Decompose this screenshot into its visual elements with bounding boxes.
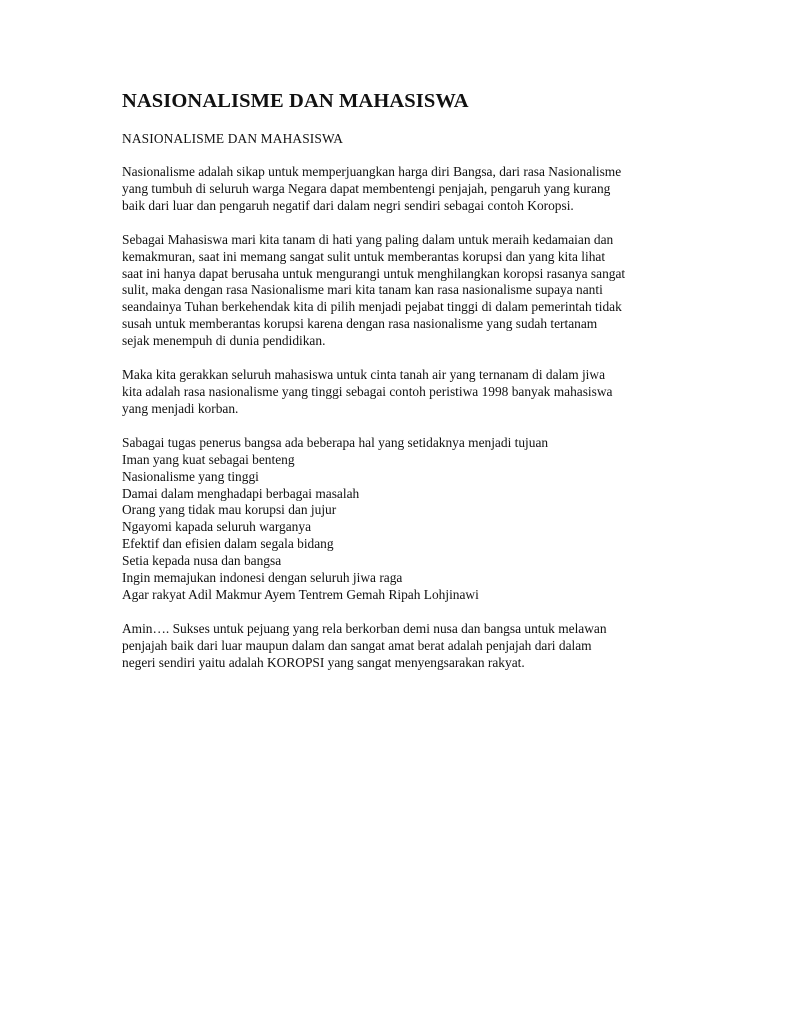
- list-item: Ngayomi kapada seluruh warganya: [122, 519, 312, 535]
- list-item: Damai dalam menghadapi berbagai masalah: [122, 485, 360, 501]
- document-page: [122, 88, 682, 672]
- list-item: Orang yang tidak mau korupsi dan jujur: [122, 502, 337, 518]
- list-item: Efektif dan efisien dalam segala bidang: [122, 536, 334, 552]
- duties-section: [122, 435, 682, 604]
- list-item: Setia kepada nusa dan bangsa: [122, 553, 282, 569]
- duties-intro: Sabagai tugas penerus bangsa ada beberapa hal yang setidaknya menjadi tujuan: [122, 434, 549, 450]
- duties-list: [122, 452, 682, 604]
- document-title: NASIONALISME DAN MAHASISWA: [122, 90, 469, 112]
- list-item: Ingin memajukan indonesi dengan seluruh jiwa raga: [122, 570, 403, 586]
- list-item: Agar rakyat Adil Makmur Ayem Tentrem Gemah Ripah Lohjinawi: [122, 586, 479, 602]
- document-subtitle: NASIONALISME DAN MAHASISWA: [122, 131, 344, 146]
- list-item: Iman yang kuat sebagai benteng: [122, 451, 295, 467]
- list-item: Nasionalisme yang tinggi: [122, 468, 259, 484]
- paragraph-movement: Maka kita gerakkan seluruh mahasiswa untuk cinta tanah air yang ternanam di dalam jiwa kita adalah rasa nasionalisme yang tinggi sebagai contoh peristiwa 1998 banyak mahasiswa yang menjadi korban.: [122, 367, 613, 416]
- paragraph-definition: Nasionalisme adalah sikap untuk memperjuangkan harga diri Bangsa, dari rasa Nasionalisme yang tumbuh di seluruh warga Negara dapat membentengi penjajah, pengaruh yang kurang baik dari luar dan pengaruh negatif dari dalam negri sendiri sebagai contoh Koropsi.: [122, 164, 622, 213]
- paragraph-student-role: Sebagai Mahasiswa mari kita tanam di hati yang paling dalam untuk meraih kedamaian dan kemakmuran, saat ini memang sangat sulit untuk memberantas korupsi dan yang kita lihat saat ini hanya dapat berusaha untuk mengurangi untuk menghilangkan koropsi rasanya sangat sulit, maka dengan rasa Nasionalisme mari kita tanam kan rasa nasionalisme supaya nanti seandainya Tuhan berkehendak kita di pilih menjadi pejabat tinggi di dalam pemerintah tidak susah untuk memberantas korupsi karena dengan rasa nasionalisme yang sudah tertanam sejak menempuh di dunia pendidikan.: [122, 231, 626, 349]
- paragraph-closing: Amin…. Sukses untuk pejuang yang rela berkorban demi nusa dan bangsa untuk melawan penjajah baik dari luar maupun dalam dan sangat amat berat adalah penjajah dari dalam negeri sendiri yaitu adalah KOROPSI yang sangat menyengsarakan rakyat.: [122, 620, 607, 670]
